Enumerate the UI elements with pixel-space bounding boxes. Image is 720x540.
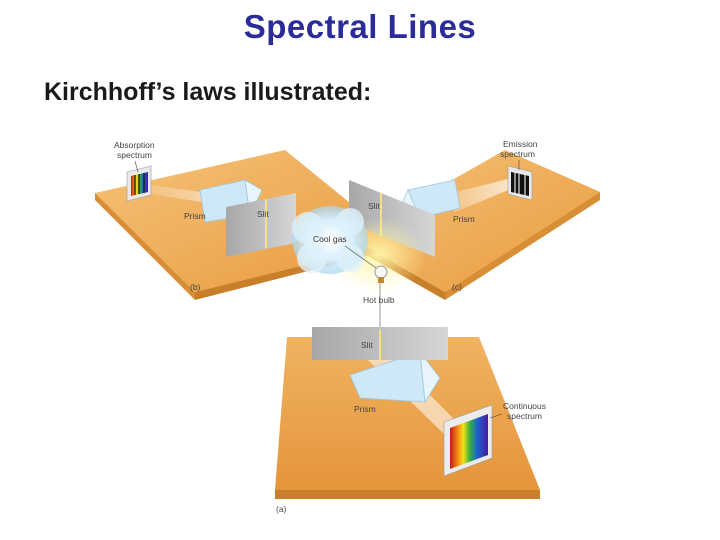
label-continuous-line1: Continuous <box>503 401 547 411</box>
label-prism-a: Prism <box>354 404 376 414</box>
label-absorption-line2: spectrum <box>117 150 152 160</box>
emission-spectrum-screen <box>508 166 532 200</box>
absorption-spectrum-screen <box>127 166 151 201</box>
slit-panel-a <box>312 327 448 360</box>
label-slit-c: Slit <box>368 201 380 211</box>
label-slit-a: Slit <box>361 340 373 350</box>
label-panel-b: (b) <box>190 282 201 292</box>
label-emission-line1: Emission <box>503 139 538 149</box>
label-emission-line2: spectrum <box>500 149 535 159</box>
slide-subtitle: Kirchhoff’s laws illustrated: <box>44 78 372 106</box>
slide-title: Spectral Lines <box>243 8 477 45</box>
label-hot-bulb: Hot bulb <box>363 295 395 305</box>
label-slit-b: Slit <box>257 209 269 219</box>
label-prism-b: Prism <box>184 211 206 221</box>
label-continuous-line2: spectrum <box>507 411 542 421</box>
label-panel-c: (c) <box>452 282 462 292</box>
label-cool-gas: Cool gas <box>313 234 347 244</box>
label-prism-c: Prism <box>453 214 475 224</box>
label-absorption-line1: Absorption <box>114 140 155 150</box>
label-panel-a: (a) <box>276 504 287 514</box>
